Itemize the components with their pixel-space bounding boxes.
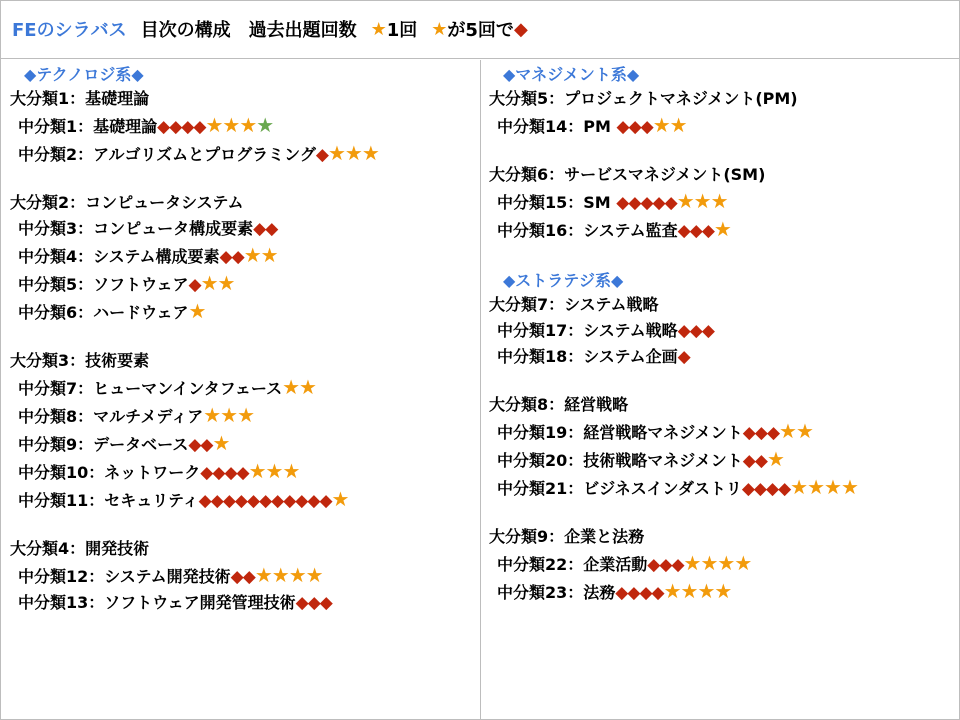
group-spacer [10,514,470,536]
diamond-icon: ◆ [742,451,755,471]
count-marks [678,347,690,367]
minor-category-label: 中分類7：ヒューマンインタフェース [18,379,283,398]
minor-category-label: 中分類4：システム構成要素 [18,247,220,266]
star-icon: ★ [212,431,230,455]
diamond-icon: ◆ [157,117,170,137]
minor-category [489,578,951,606]
diamond-icon: ◆ [639,583,652,603]
major-category: 大分類2：コンピュータシステム [10,193,244,212]
minor-category-label: 中分類14：PM [497,117,617,136]
star-icon: ★ [188,299,206,323]
minor-category [489,318,951,344]
diamond-icon: ◆ [647,555,660,575]
star-icon: ★ [327,141,345,165]
diamond-icon: ◆ [627,583,640,603]
left-column [10,60,470,638]
group-spacer [489,140,951,162]
star-icon: ★ [203,403,221,427]
diamond-icon: ◆ [677,321,690,341]
diamond-icon: ◆ [677,221,690,241]
diamond-icon: ◆ [664,193,677,213]
star-icon: ★ [205,113,223,137]
star-icon: ★ [714,579,732,603]
star-icon: ★ [217,271,235,295]
count-marks [188,299,206,323]
count-marks [296,593,332,613]
group-spacer [489,370,951,392]
minor-category [10,562,470,590]
diamond-icon: ◆ [212,463,225,483]
diamond-icon: ◆ [319,593,332,613]
count-marks [230,563,323,587]
groups-technology [10,86,470,638]
star-icon: ★ [779,419,796,443]
minor-category [10,458,470,486]
star-icon: ★ [361,141,379,165]
green-star-icon: ★ [256,113,274,137]
star-icon: ★ [824,475,841,499]
diamond-icon: ◆ [615,583,628,603]
slide-title: FEのシラバス [12,20,127,41]
minor-category-label: 中分類16：システム監査 [497,221,678,240]
star-icon: ★ [260,243,278,267]
count-marks [203,403,255,427]
star-icon: ★ [344,141,362,165]
minor-category-label: 中分類20：技術戦略マネジメント [497,451,743,470]
system-heading-strategy: ◆ストラテジ系◆ [503,271,624,290]
diamond-icon: ◆ [188,435,201,455]
diamond-icon: ◆ [231,247,244,267]
star-icon: ★ [734,551,752,575]
minor-category [489,344,951,370]
star-icon: ★ [676,189,694,213]
diamond-icon: ◆ [307,593,320,613]
minor-category [10,242,470,270]
star-icon: ★ [795,419,813,443]
diamond-icon: ◆ [677,347,690,367]
count-marks [742,447,784,471]
diamond-icon: ◆ [259,491,272,511]
diamond-icon: ◆ [234,491,247,511]
minor-category [10,216,470,242]
diamond-icon: ◆ [200,463,213,483]
groups-management [489,86,951,266]
minor-category-label: 中分類15：SM [497,193,617,212]
major-category: 大分類3：技術要素 [10,351,150,370]
star-icon: ★ [200,271,218,295]
star-icon: ★ [282,375,300,399]
diamond-icon: ◆ [283,491,296,511]
star-icon: ★ [766,447,784,471]
star-icon: ★ [243,243,261,267]
minor-category-label: 中分類3：コンピュータ構成要素 [18,219,254,238]
diamond-icon: ◆ [753,479,766,499]
minor-category-label: 中分類2：アルゴリズムとプログラミング [18,145,316,164]
diamond-icon: ◆ [742,423,755,443]
legend-five-count: が5回で [447,20,514,41]
minor-category [489,418,951,446]
minor-category [489,216,951,244]
minor-category-label: 中分類8：マルチメディア [18,407,204,426]
count-marks [200,459,300,483]
minor-category [10,590,470,616]
system-heading-management: ◆マネジメント系◆ [503,65,640,84]
diamond-icon: ◆ [307,491,320,511]
star-icon: ★ [840,475,858,499]
star-icon: ★ [652,113,670,137]
diamond-icon: ◆ [200,435,213,455]
major-category: 大分類4：開発技術 [10,539,150,558]
diamond-icon: ◆ [181,117,194,137]
minor-category-label: 中分類17：システム戦略 [497,321,678,340]
major-category: 大分類9：企業と法務 [489,527,645,546]
count-marks [253,219,277,239]
star-icon: ★ [713,217,731,241]
minor-category-label: 中分類6：ハードウェア [18,303,189,322]
star-icon: ★ [265,459,283,483]
minor-category [10,140,470,168]
star-icon: ★ [669,113,687,137]
diamond-icon: ◆ [765,479,779,499]
count-marks [188,431,230,455]
legend-star-icon: ★ [370,18,387,40]
legend-diamond-icon: ◆ [513,18,528,40]
major-category: 大分類7：システム戦略 [489,295,659,314]
diamond-icon: ◆ [188,275,201,295]
group-spacer [10,616,470,638]
star-icon: ★ [305,563,323,587]
star-icon: ★ [790,475,808,499]
count-marks [219,243,278,267]
minor-category-label: 中分類5：ソフトウェア [18,275,189,294]
major-category: 大分類1：基礎理論 [10,89,150,108]
star-icon: ★ [710,189,728,213]
star-icon: ★ [282,459,300,483]
diamond-icon: ◆ [236,463,249,483]
diamond-icon: ◆ [652,193,665,213]
group-spacer [489,606,951,628]
column-divider [480,60,481,720]
minor-category [10,374,470,402]
group-spacer [489,502,951,524]
major-category: 大分類6：サービスマネジメント(SM) [489,165,766,184]
diamond-icon: ◆ [265,219,278,239]
diamond-icon: ◆ [169,117,182,137]
diamond-icon: ◆ [689,221,702,241]
star-icon: ★ [693,189,711,213]
diamond-icon: ◆ [754,423,767,443]
minor-category-label: 中分類1：基礎理論 [18,117,158,136]
diamond-icon: ◆ [689,321,702,341]
minor-category [489,474,951,502]
star-icon: ★ [299,375,316,399]
star-icon: ★ [237,403,255,427]
right-column [489,60,951,628]
group-spacer [489,244,951,266]
diamond-icon: ◆ [315,145,328,165]
system-heading-technology: ◆テクノロジ系◆ [24,65,144,84]
star-icon: ★ [271,563,289,587]
diamond-icon: ◆ [701,221,714,241]
diamond-icon: ◆ [659,555,672,575]
diamond-icon: ◆ [193,117,206,137]
count-marks [677,217,731,241]
count-marks [188,271,235,295]
diamond-icon: ◆ [319,491,332,511]
diamond-icon: ◆ [640,193,653,213]
star-icon: ★ [683,551,701,575]
star-icon: ★ [254,563,272,587]
diamond-icon: ◆ [222,491,235,511]
star-icon: ★ [239,113,257,137]
count-marks [616,113,687,137]
star-icon: ★ [288,563,306,587]
minor-category [489,188,951,216]
minor-category-label: 中分類18：システム企画 [497,347,678,366]
group-spacer [10,168,470,190]
star-icon: ★ [331,487,349,511]
star-icon: ★ [717,551,735,575]
diamond-icon: ◆ [242,567,255,587]
star-icon: ★ [663,579,681,603]
count-marks [678,321,714,341]
count-marks [282,375,316,399]
count-marks [157,113,274,137]
minor-category-label: 中分類13：ソフトウェア開発管理技術 [18,593,296,612]
count-marks [198,487,349,511]
major-category: 大分類8：経営戦略 [489,395,629,414]
diamond-icon: ◆ [754,451,767,471]
star-icon: ★ [248,459,266,483]
minor-category-label: 中分類11：セキュリティ [18,491,199,510]
minor-category [489,446,951,474]
count-marks [615,579,732,603]
diamond-icon: ◆ [295,593,308,613]
groups-strategy [489,292,951,628]
star-icon: ★ [222,113,240,137]
star-icon: ★ [700,551,718,575]
diamond-icon: ◆ [198,491,211,511]
diamond-icon: ◆ [616,117,629,137]
minor-category [489,550,951,578]
diamond-icon: ◆ [628,117,641,137]
diamond-icon: ◆ [230,567,243,587]
star-icon: ★ [220,403,238,427]
diamond-icon: ◆ [741,479,754,499]
minor-category [10,402,470,430]
count-marks [742,419,813,443]
slide-subtitle: 目次の構成 過去出題回数 [140,20,357,41]
diamond-icon: ◆ [766,423,780,443]
minor-category-label: 中分類9：データベース [18,435,189,454]
diamond-icon: ◆ [295,491,308,511]
slide-header [0,0,960,59]
minor-category [10,298,470,326]
diamond-icon: ◆ [616,193,629,213]
star-icon: ★ [697,579,715,603]
minor-category-label: 中分類23：法務 [497,583,616,602]
minor-category-label: 中分類19：経営戦略マネジメント [497,423,743,442]
diamond-icon: ◆ [246,491,260,511]
diamond-icon: ◆ [219,247,232,267]
major-category: 大分類5：プロジェクトマネジメント(PM) [489,89,798,108]
star-icon: ★ [807,475,825,499]
diamond-icon: ◆ [701,321,714,341]
minor-category-label: 中分類22：企業活動 [497,555,648,574]
minor-category [10,112,470,140]
legend-one-count: 1回 [386,20,418,41]
diamond-icon: ◆ [671,555,684,575]
minor-category-label: 中分類10：ネットワーク [18,463,201,482]
count-marks [616,189,728,213]
minor-category [10,270,470,298]
diamond-icon: ◆ [271,491,284,511]
minor-category [10,430,470,458]
star-icon: ★ [680,579,698,603]
minor-category-label: 中分類21：ビジネスインダストリ [497,479,742,498]
group-spacer [10,326,470,348]
minor-category [489,112,951,140]
count-marks [741,475,858,499]
count-marks [647,551,752,575]
diamond-icon: ◆ [651,583,664,603]
legend-star-icon-2: ★ [431,18,448,40]
minor-category [10,486,470,514]
diamond-icon: ◆ [210,491,223,511]
diamond-icon: ◆ [778,479,791,499]
count-marks [315,141,379,165]
diamond-icon: ◆ [253,219,266,239]
diamond-icon: ◆ [628,193,641,213]
minor-category-label: 中分類12：システム開発技術 [18,567,231,586]
diamond-icon: ◆ [224,463,237,483]
diamond-icon: ◆ [640,117,653,137]
